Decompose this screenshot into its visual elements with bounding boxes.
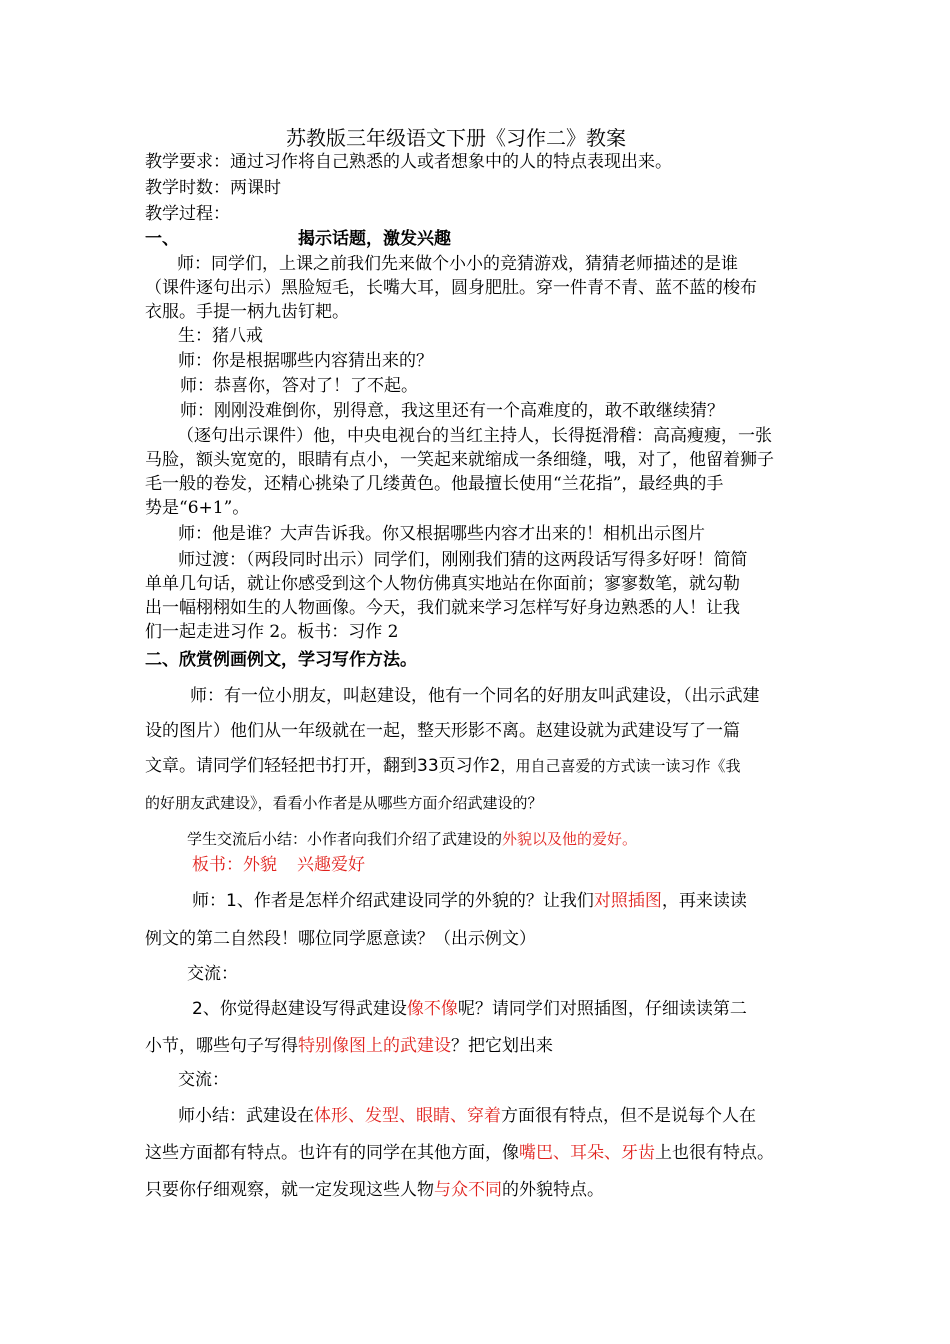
text-run: 小节，哪些句子写得 [145,1036,298,1056]
text-run: 方面很有特点，但不是说每个人在 [501,1106,756,1126]
paragraph-line: 毛一般的卷发，还精心挑染了几缕黄色。他最擅长使用“兰花指”，最经典的手 [145,474,724,494]
text-run: 的外貌特点。 [502,1180,604,1200]
summary-line-1 [178,1104,756,1128]
paragraph-line: （课件逐句出示）黑脸短毛，长嘴大耳，圆身肥肚。穿一件青不青、蓝不蓝的梭布 [145,278,757,298]
question-1-line-2: 例文的第二自然段！哪位同学愿意读？（出示例文） [145,929,536,949]
teaching-process-label: 教学过程： [145,204,230,224]
paragraph-line: 单单几句话，就让你感受到这个人物仿佛真实地站在你面前；寥寥数笔，就勾勒 [145,574,740,594]
blackboard-extra: 兴趣爱好 [297,855,365,875]
paragraph-line [145,754,740,778]
section-1-number: 一、 [145,229,179,249]
exchange-label: 交流： [187,964,238,984]
highlight-text: 与众不同 [434,1180,502,1200]
paragraph-line: 设的图片）他们从一年级就在一起，整天形影不离。赵建设就为武建设写了一篇 [145,721,740,741]
text-run: 师小结：武建设在 [178,1106,314,1126]
paragraph-line: 势是“6+1”。 [145,498,250,518]
doc-title: 苏教版三年级语文下册《习作二》教案 [286,126,626,150]
text-run: 学生交流后小结：小作者向我们介绍了武建设的 [187,830,503,848]
question-2-line [192,997,747,1021]
highlight-text: 外貌以及他的爱好。 [502,830,638,848]
paragraph-line: 的好朋友武建设》，看看小作者是从哪些方面介绍武建设的？ [145,794,543,812]
student-answer: 生：猪八戒 [178,326,263,346]
paragraph-line: 师过渡：（两段同时出示）同学们，刚刚我们猜的这两段话写得多好呀！简简 [178,550,748,570]
paragraph-line: 衣服。手提一柄九齿钉耙。 [145,302,349,322]
summary-line-3 [145,1178,604,1202]
summary-line-2 [145,1141,774,1165]
highlight-text: 体形、发型、眼睛、穿着 [314,1106,501,1126]
question-1-line [192,889,747,913]
highlight-text: 特别像图上的武建设 [298,1036,451,1056]
text-run: ，用自己喜爱的方式读一读习作《我 [500,757,741,775]
blackboard-label: 板书：外貌 [192,855,277,875]
text-run: ，再来读读 [661,891,747,911]
exchange-label: 交流： [178,1070,229,1090]
paragraph-line: 出一幅栩栩如生的人物画像。今天，我们就来学习怎样写好身边熟悉的人！让我 [145,598,740,618]
page-number: 33 [417,756,439,776]
paragraph-line: 马脸，额头宽宽的，眼睛有点小，一笑起来就缩成一条细缝，哦，对了，他留着狮子 [145,450,774,470]
question-number: 1 [226,891,237,911]
text-run: 页习作 [438,756,490,776]
teacher-question: 师：你是根据哪些内容猜出来的？ [178,351,433,371]
teacher-challenge: 师：刚刚没难倒你，别得意，我这里还有一个高难度的，敢不敢继续猜？ [180,401,724,421]
text-run: ？把它划出来 [451,1036,553,1056]
exercise-number: 2 [489,756,501,776]
teacher-question-2: 师：他是谁？大声告诉我。你又根据哪些内容才出来的！相机出示图片 [178,524,705,544]
teaching-requirement: 教学要求：通过习作将自己熟悉的人或者想象中的人的特点表现出来。 [145,152,672,172]
question-number: 2 [192,999,203,1019]
highlight-text: 对照插图 [593,891,662,911]
teaching-hours: 教学时数：两课时 [145,178,281,198]
highlight-text: 像不像 [406,999,458,1019]
text-run: 只要你仔细观察，就一定发现这些人物 [145,1180,434,1200]
text-run: 文章。请同学们轻轻把书打开，翻到 [145,756,417,776]
highlight-text: 嘴巴、耳朵、牙齿 [519,1143,655,1163]
teacher-praise: 师：恭喜你，答对了！了不起。 [180,376,418,396]
question-2-line-2 [145,1034,553,1058]
section-1-heading: 揭示话题，激发兴趣 [298,229,451,249]
paragraph-line: （逐句出示课件）他，中央电视台的当红主持人，长得挺滑稽：高高瘦瘦，一张 [177,426,772,446]
paragraph-line: 们一起走进习作 2。板书：习作 2 [145,622,399,642]
paragraph-line: 师：同学们，上课之前我们先来做个小小的竞猜游戏，猜猜老师描述的是谁 [177,254,738,274]
section-2-heading: 二、欣赏例画例文，学习写作方法。 [145,650,417,670]
blackboard-note [192,853,365,877]
text-run: 上也很有特点。 [655,1143,774,1163]
paragraph-line: 师：有一位小朋友，叫赵建设，他有一个同名的好朋友叫武建设，（出示武建 [190,686,760,706]
summary-line [187,827,637,851]
text-run: 、你觉得赵建设写得武建设 [202,999,407,1019]
text-run: 呢？请同学们对照插图，仔细读读第二 [457,999,747,1019]
text-run: 、作者是怎样介绍武建设同学的外貌的？让我们 [236,891,594,911]
text-run: 这些方面都有特点。也许有的同学在其他方面，像 [145,1143,519,1163]
text-run: 师： [192,891,226,911]
